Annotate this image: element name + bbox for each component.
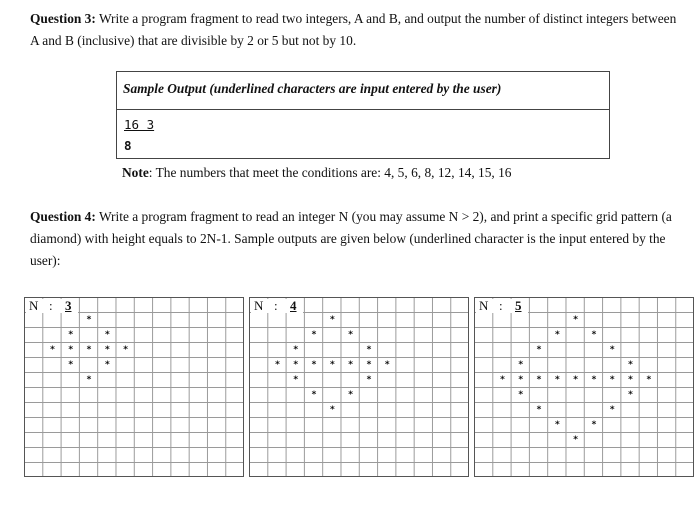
diamond-star: *	[573, 375, 578, 385]
diamond-star: *	[500, 375, 505, 385]
diamond-star: *	[366, 375, 372, 385]
diamond-star: *	[384, 360, 390, 370]
diamond-star: *	[554, 375, 560, 385]
diamond-star: *	[609, 375, 615, 385]
note-text: : The numbers that meet the conditions are: 4, 5, 6, 8, 12, 14, 15, 16	[148, 165, 512, 180]
diamond-star: *	[554, 420, 560, 430]
diamond-star: *	[293, 375, 299, 385]
diamond-star: *	[293, 345, 299, 355]
diamond-grid-n3	[24, 297, 244, 477]
diamond-star: *	[366, 360, 372, 370]
diamond-star: *	[68, 330, 74, 340]
diamond-star: *	[68, 360, 74, 370]
diamond-star: *	[536, 345, 542, 355]
diamond-star: *	[573, 435, 578, 445]
diamond-star: *	[518, 360, 524, 370]
diamond-grid-n5	[474, 297, 694, 477]
diamond-star: *	[591, 330, 597, 340]
grid-n-value: 5	[515, 298, 522, 313]
diamond-star: *	[50, 345, 55, 355]
grid-colon: :	[499, 298, 503, 313]
diamond-star: *	[86, 315, 92, 325]
grid-n-value: 4	[290, 298, 297, 313]
diamond-star: *	[518, 375, 524, 385]
diamond-star: *	[554, 330, 560, 340]
diamond-star: *	[348, 330, 353, 340]
diamond-star: *	[646, 375, 652, 385]
question-3-text: Write a program fragment to read two integers, A and B, and output the number of distinct integers between A and B (inclusive) that are divisible by 2 or 5 but not by 10.	[30, 11, 677, 48]
note-label: Note	[122, 165, 149, 180]
diamond-star: *	[628, 375, 633, 385]
sample-output-line: 8	[124, 138, 132, 153]
question-4-text: Write a program fragment to read an integer N (you may assume N > 2), and print a specific grid pattern (a diamond) with height equals to 2N-1. Sample outputs are given below (underlined character is the input entered by the user):	[30, 209, 672, 268]
diamond-star: *	[348, 390, 353, 400]
diamond-star: *	[329, 360, 335, 370]
sample-output-box	[116, 71, 610, 159]
diamond-star: *	[293, 360, 299, 370]
diamond-star: *	[275, 360, 280, 370]
grid-colon: :	[49, 298, 53, 313]
diamond-star: *	[86, 375, 92, 385]
diamond-star: *	[329, 405, 335, 415]
note	[122, 162, 512, 184]
diamond-star: *	[329, 315, 335, 325]
diamond-star: *	[591, 420, 597, 430]
diamond-star: *	[609, 405, 615, 415]
diamond-star: *	[609, 345, 615, 355]
question-3-label: Question 3:	[30, 11, 96, 26]
diamond-star: *	[573, 315, 578, 325]
diamond-star: *	[536, 375, 542, 385]
question-4	[30, 206, 685, 272]
grid-colon: :	[274, 298, 278, 313]
diamond-star: *	[104, 360, 110, 370]
diamond-star: *	[311, 360, 317, 370]
diamond-star: *	[348, 360, 353, 370]
diamond-star: *	[86, 345, 92, 355]
sample-output-body	[117, 110, 609, 156]
sample-output-header: Sample Output (underlined characters are input entered by the user)	[117, 72, 609, 110]
grid-n-label: N	[254, 298, 264, 313]
diamond-star: *	[123, 345, 128, 355]
question-4-label: Question 4:	[30, 209, 96, 224]
question-3	[30, 8, 680, 52]
diamond-star: *	[591, 375, 597, 385]
diamond-star: *	[366, 345, 372, 355]
diamond-grid-n4	[249, 297, 469, 477]
sample-input-line: 16 3	[124, 117, 155, 132]
diamond-star: *	[518, 390, 524, 400]
diamond-star: *	[311, 330, 317, 340]
diamond-star: *	[104, 330, 110, 340]
diamond-star: *	[536, 405, 542, 415]
diamond-star: *	[311, 390, 317, 400]
grid-n-label: N	[29, 298, 39, 313]
grid-n-label: N	[479, 298, 489, 313]
diamond-star: *	[104, 345, 110, 355]
grid-n-value: 3	[65, 298, 72, 313]
diamond-star: *	[628, 360, 633, 370]
diamond-star: *	[628, 390, 633, 400]
diamond-star: *	[68, 345, 74, 355]
